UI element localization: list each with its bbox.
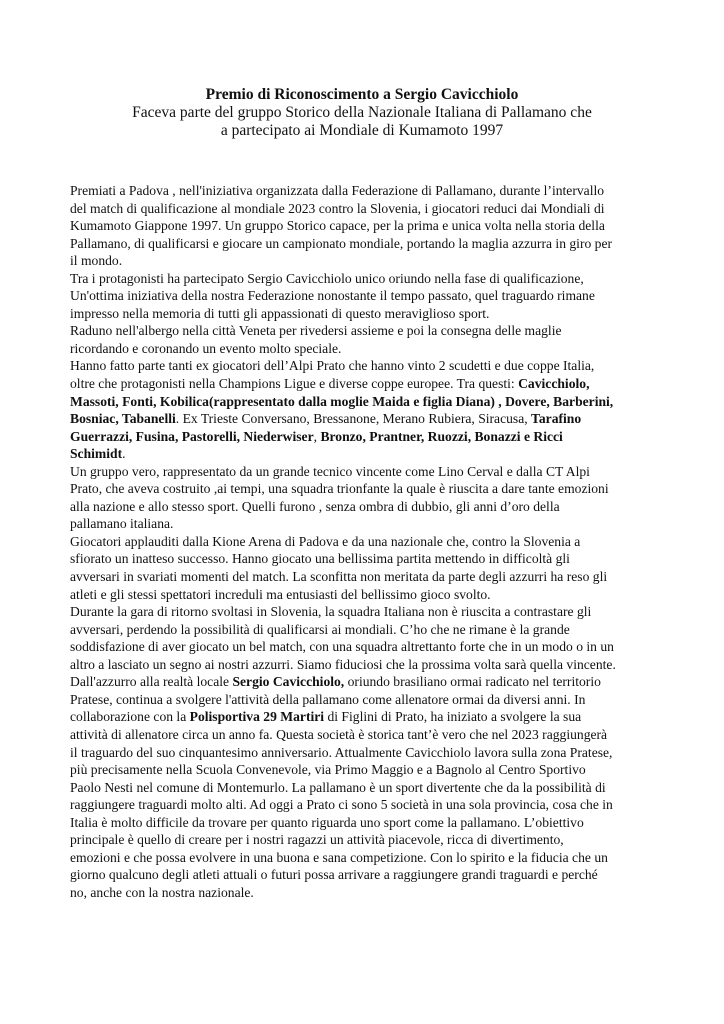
bold-text-segment: Bronzo, Prantner, Ruozzi, Bonazzi e Ricci bbox=[320, 428, 563, 444]
body-text-line bbox=[70, 550, 670, 568]
text-segment: , bbox=[313, 428, 321, 444]
text-segment: Paolo Nesti nel comune di Montemurlo. La pallamano è un sport divertente che da la possibilità di bbox=[70, 779, 606, 795]
body-text-line bbox=[70, 621, 670, 639]
document-body bbox=[70, 182, 670, 901]
text-segment: oltre che protagonisti nella Champions Ligue e diverse coppe europee. Tra questi: bbox=[70, 376, 519, 392]
text-segment: il mondo. bbox=[70, 253, 123, 269]
text-segment: no, anche con la nostra nazionale. bbox=[70, 884, 254, 900]
body-text-line bbox=[70, 744, 670, 762]
body-text-line bbox=[70, 656, 670, 674]
document-subtitle-line: Faceva parte del gruppo Storico della Nazionale Italiana di Pallamano che bbox=[132, 104, 592, 121]
text-segment: Dall'azzurro alla realtà locale bbox=[70, 674, 233, 690]
body-text-line bbox=[70, 322, 670, 340]
body-text-line bbox=[70, 515, 670, 533]
text-segment: Hanno fatto parte tanti ex giocatori dell’Alpi Prato che hanno vinto 2 scudetti e due coppe Italia, bbox=[70, 358, 595, 374]
text-segment: giorno qualcuno degli atleti attuali o futuri possa arrivare a raggiungere grandi traguardi e perché bbox=[70, 867, 598, 883]
text-segment: Durante la gara di ritorno svoltasi in Slovenia, la squadra Italiana non è riuscita a contrastare gli bbox=[70, 604, 592, 620]
text-segment: più precisamente nella Scuola Convenevole, via Primo Maggio e a Bagnolo al Centro Sportivo bbox=[70, 762, 586, 778]
bold-text-segment: Cavicchiolo, bbox=[518, 376, 590, 392]
bold-text-segment: Sergio Cavicchiolo, bbox=[232, 674, 345, 690]
bold-text-segment: Schimidt bbox=[70, 446, 123, 462]
body-text-line bbox=[70, 814, 670, 832]
body-text-line bbox=[70, 568, 670, 586]
body-text-line bbox=[70, 533, 670, 551]
text-segment: atleti e gli stessi spettatori increduli ma entusiasti del bellissimo gioco svolto. bbox=[70, 586, 491, 602]
text-segment: Premiati a Padova , nell'iniziativa organizzata dalla Federazione di Pallamano, durante l’intervallo bbox=[70, 183, 605, 198]
body-text-line bbox=[70, 305, 670, 323]
bold-text-segment: Bosniac, Tabanelli bbox=[70, 411, 176, 427]
body-text-line bbox=[70, 357, 670, 375]
text-segment: sfiorato un inatteso successo. Hanno giocato una bellissima partita mettendo in difficoltà gli bbox=[70, 551, 570, 567]
bold-text-segment: Tarafino bbox=[531, 411, 582, 427]
body-text-line bbox=[70, 393, 670, 411]
body-text-line bbox=[70, 638, 670, 656]
text-segment: . bbox=[122, 446, 126, 462]
text-segment: Giocatori applauditi dalla Kione Arena di Padova e da una nazionale che, contro la Slovenia a bbox=[70, 533, 581, 549]
bold-text-segment: Massoti, Fonti, Kobilica(rappresentato dalla moglie Maida e figlia Diana) , Dovere, Barberini, bbox=[70, 393, 614, 409]
text-segment: Prato, che aveva costruito ,ai tempi, una squadra trionfante la quale è riuscita a dare tante emozioni bbox=[70, 481, 609, 497]
text-segment: Pallamano, di qualificarsi e giocare un campionato mondiale, portando la maglia azzurra in giro per bbox=[70, 235, 613, 251]
body-text-line bbox=[70, 235, 670, 253]
document-header bbox=[0, 86, 724, 140]
text-segment: pallamano italiana. bbox=[70, 516, 174, 532]
body-text-line bbox=[70, 480, 670, 498]
body-text-line bbox=[70, 200, 670, 218]
body-text-line bbox=[70, 445, 670, 463]
text-segment: altro a lasciato un segno ai nostri azzurri. Siamo fiduciosi che la prossima volta sarà quella vincente. bbox=[70, 656, 616, 672]
text-segment: Pratese, continua a svolgere l'attività della pallamano come allenatore ormai da diversi anni. In bbox=[70, 691, 586, 707]
body-text-line bbox=[70, 182, 670, 200]
text-segment: raggiungere traguardi molto alti. Ad oggi a Prato ci sono 5 società in una sola provincia, cosa che in bbox=[70, 797, 613, 813]
body-text-line bbox=[70, 270, 670, 288]
body-text-line bbox=[70, 884, 670, 902]
body-text-line bbox=[70, 866, 670, 884]
body-text-line bbox=[70, 761, 670, 779]
text-segment: oriundo brasiliano ormai radicato nel territorio bbox=[344, 674, 601, 690]
body-text-line bbox=[70, 779, 670, 797]
body-text-line bbox=[70, 375, 670, 393]
body-text-line bbox=[70, 849, 670, 867]
body-text-line bbox=[70, 708, 670, 726]
body-text-line bbox=[70, 831, 670, 849]
text-segment: . Ex Trieste Conversano, Bressanone, Merano Rubiera, Siracusa, bbox=[175, 411, 532, 427]
text-segment: Un'ottima iniziativa della nostra Federazione nonostante il tempo passato, quel traguardo rimane bbox=[70, 288, 595, 304]
bold-text-segment: Guerrazzi, Fusina, Pastorelli, Niederwiser bbox=[70, 428, 314, 444]
body-text-line bbox=[70, 287, 670, 305]
body-text-line bbox=[70, 603, 670, 621]
text-segment: avversari in svariati momenti del match. La sconfitta non meritata da parte degli azzurri ha reso gli bbox=[70, 569, 608, 585]
body-text-line bbox=[70, 498, 670, 516]
body-text-line bbox=[70, 691, 670, 709]
text-segment: emozioni e che possa evolvere in una buona e sana competizione. Con lo spirito e la fiducia che un bbox=[70, 849, 608, 865]
body-text-line bbox=[70, 796, 670, 814]
text-segment: alla nazione e allo stesso sport. Quelli furono , senza ombra di dubbio, gli anni d’oro della bbox=[70, 498, 560, 514]
body-text-line bbox=[70, 726, 670, 744]
text-segment: Italia è molto difficile da trovare per quanto riguarda uno sport come la pallamano. L’obiettivo bbox=[70, 814, 584, 830]
document-subtitle-line: a partecipato ai Mondiale di Kumamoto 1997 bbox=[220, 122, 504, 139]
text-segment: del match di qualificazione al mondiale 2023 contro la Slovenia, i giocatori reduci dai Mondiali di bbox=[70, 200, 605, 216]
body-text-line bbox=[70, 340, 670, 358]
body-text-line bbox=[70, 586, 670, 604]
text-segment: avversari, perdendo la possibilità di qualificarsi ai mondiali. C’ho che ne rimane è la grande bbox=[70, 621, 570, 637]
bold-text-segment: Polisportiva 29 Martiri bbox=[189, 709, 325, 725]
body-text-line bbox=[70, 217, 670, 235]
body-text-line bbox=[70, 410, 670, 428]
text-segment: ricordando e coronando un evento molto speciale. bbox=[70, 340, 342, 356]
text-segment: Tra i protagonisti ha partecipato Sergio Cavicchiolo unico oriundo nella fase di qualificazione, bbox=[70, 270, 584, 286]
text-segment: Un gruppo vero, rappresentato da un grande tecnico vincente come Lino Cerval e dalla CT Alpi bbox=[70, 463, 590, 479]
body-text-line bbox=[70, 463, 670, 481]
body-text-line bbox=[70, 428, 670, 446]
text-segment: di Figlini di Prato, ha iniziato a svolgere la sua bbox=[324, 709, 582, 725]
text-segment: soddisfazione di aver giocato un bel match, con una squadra altrettanto forte che in un modo o in un bbox=[70, 639, 614, 655]
text-segment: Kumamoto Giappone 1997. Un gruppo Storico capace, per la prima e unica volta nella storia della bbox=[70, 218, 605, 234]
body-text-line bbox=[70, 673, 670, 691]
body-text-line bbox=[70, 252, 670, 270]
text-segment: il traguardo del suo cinquantesimo anniversario. Attualmente Cavicchiolo lavora sulla zona Pratese, bbox=[70, 744, 613, 760]
text-segment: principale è quello di creare per i nostri ragazzi un attività piacevole, ricca di divertimento, bbox=[70, 832, 564, 848]
text-segment: Raduno nell'albergo nella città Veneta per rivedersi assieme e poi la consegna delle maglie bbox=[70, 323, 562, 339]
text-segment: impresso nella memoria di tutti gli appassionati di questo meraviglioso sport. bbox=[70, 305, 490, 321]
text-segment: collaborazione con la bbox=[70, 709, 190, 725]
document-title: Premio di Riconoscimento a Sergio Cavicchiolo bbox=[205, 86, 519, 103]
text-segment: attività di allenatore circa un anno fa. Questa società è storica tant’è vero che nel 2023 raggiungerà bbox=[70, 726, 608, 742]
